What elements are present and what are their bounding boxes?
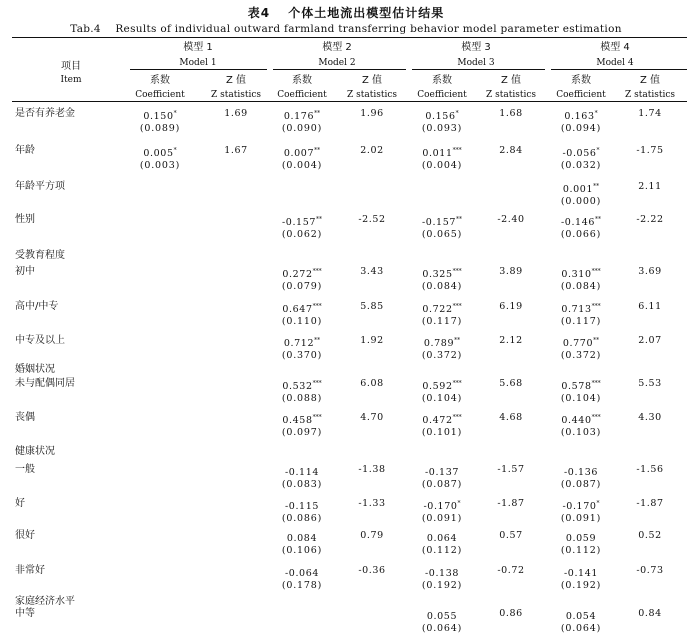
item-header-zh: 项目 <box>61 61 81 72</box>
coefficient-value: 0.532 <box>282 381 313 392</box>
coefficient-value: 0.440 <box>561 415 592 426</box>
z-statistic: -2.22 <box>636 214 664 225</box>
z-statistic: 0.79 <box>360 530 384 541</box>
row-label: 高中/中专 <box>15 301 59 312</box>
z-statistic: 2.12 <box>499 335 523 346</box>
significance-mark: *** <box>591 268 601 275</box>
standard-error: (0.088) <box>281 393 323 404</box>
significance-mark: ** <box>595 216 601 223</box>
coefficient-value: 0.007 <box>283 148 315 159</box>
z-header-en: Z statistics <box>486 90 536 100</box>
z-statistic: 1.68 <box>499 108 523 119</box>
significance-mark: ** <box>314 147 321 154</box>
standard-error: (0.117) <box>421 316 463 327</box>
row-label: 未与配偶同居 <box>15 378 75 389</box>
coefficient-value: -0.138 <box>424 568 459 579</box>
coefficient-value: 0.059 <box>565 533 597 544</box>
row-label: 婚姻状况 <box>15 364 55 375</box>
z-statistic: 0.86 <box>499 608 523 619</box>
row-label: 初中 <box>15 266 35 277</box>
z-statistic: 2.11 <box>638 181 662 192</box>
coefficient-value: -0.064 <box>284 568 319 579</box>
table-title-en: Tab.4 Results of individual outward farmland transferring behavior model parameter estimation <box>70 23 622 35</box>
standard-error: (0.084) <box>421 281 463 292</box>
z-header-en: Z statistics <box>347 90 397 100</box>
coefficient-value: -0.136 <box>563 467 598 478</box>
coefficient-value: 0.713 <box>561 304 592 315</box>
z-statistic: 4.68 <box>499 412 523 423</box>
significance-mark: ** <box>593 183 600 190</box>
z-statistic: 1.92 <box>360 335 384 346</box>
z-statistic: -1.57 <box>497 464 525 475</box>
model-header-zh: 模型 1 <box>183 42 213 53</box>
z-statistic: 5.68 <box>499 378 523 389</box>
row-label: 丧偶 <box>15 412 35 423</box>
z-header-zh: Z 值 <box>639 75 661 86</box>
z-statistic: -1.38 <box>358 464 386 475</box>
standard-error: (0.064) <box>560 623 602 634</box>
z-statistic: 5.85 <box>360 301 384 312</box>
coefficient-value: -0.056 <box>562 148 597 159</box>
standard-error: (0.104) <box>560 393 602 404</box>
z-statistic: -1.75 <box>636 145 664 156</box>
standard-error: (0.094) <box>560 123 602 134</box>
coefficient-value: 0.310 <box>561 269 592 280</box>
z-statistic: -2.52 <box>358 214 386 225</box>
coef-header-zh: 系数 <box>571 75 591 86</box>
standard-error: (0.066) <box>560 229 602 240</box>
model-header-en: Model 1 <box>179 58 217 68</box>
model-header-zh: 模型 3 <box>461 42 491 53</box>
z-statistic: 4.70 <box>360 412 384 423</box>
coefficient-value: 0.578 <box>561 381 592 392</box>
significance-mark: *** <box>312 414 322 421</box>
standard-error: (0.091) <box>421 513 463 524</box>
standard-error: (0.091) <box>560 513 602 524</box>
significance-mark: ** <box>314 110 321 117</box>
standard-error: (0.178) <box>281 580 323 591</box>
row-label: 年龄平方项 <box>15 181 65 192</box>
coef-header-en: Coefficient <box>417 90 467 100</box>
row-label: 受教育程度 <box>15 250 65 261</box>
significance-mark: * <box>457 500 461 507</box>
z-statistic: 3.43 <box>360 266 384 277</box>
coefficient-value: 0.163 <box>564 111 595 122</box>
z-header-en: Z statistics <box>211 90 261 100</box>
coefficient-value: 0.011 <box>422 148 453 159</box>
standard-error: (0.104) <box>421 393 463 404</box>
model-header-en: Model 4 <box>596 58 634 68</box>
coefficient-value: 0.055 <box>426 611 458 622</box>
z-statistic: 0.84 <box>638 608 662 619</box>
coefficient-value: 0.592 <box>422 381 453 392</box>
standard-error: (0.112) <box>560 545 602 556</box>
z-header-zh: Z 值 <box>225 75 247 86</box>
standard-error: (0.372) <box>560 350 602 361</box>
standard-error: (0.117) <box>560 316 602 327</box>
row-label: 家庭经济水平 <box>15 596 75 607</box>
z-statistic: -0.36 <box>358 565 386 576</box>
model-header-en: Model 3 <box>457 58 495 68</box>
row-label: 中专及以上 <box>15 335 65 346</box>
coefficient-value: 0.458 <box>282 415 313 426</box>
z-statistic: -0.72 <box>497 565 525 576</box>
z-header-en: Z statistics <box>625 90 675 100</box>
row-label: 性别 <box>15 214 35 225</box>
coefficient-value: -0.141 <box>563 568 598 579</box>
z-statistic: 1.67 <box>224 145 248 156</box>
z-statistic: 1.69 <box>224 108 248 119</box>
z-statistic: 1.96 <box>360 108 384 119</box>
significance-mark: ** <box>454 337 461 344</box>
significance-mark: *** <box>591 380 601 387</box>
significance-mark: * <box>594 110 598 117</box>
coefficient-value: 0.005 <box>143 148 174 159</box>
significance-mark: *** <box>312 380 322 387</box>
standard-error: (0.079) <box>281 281 323 292</box>
coefficient-value: 0.722 <box>422 304 453 315</box>
standard-error: (0.097) <box>281 427 323 438</box>
standard-error: (0.090) <box>281 123 323 134</box>
z-statistic: -0.73 <box>636 565 664 576</box>
significance-mark: ** <box>593 337 600 344</box>
z-statistic: 2.02 <box>360 145 384 156</box>
z-statistic: -1.87 <box>497 498 525 509</box>
coefficient-value: 0.789 <box>423 338 455 349</box>
standard-error: (0.192) <box>560 580 602 591</box>
standard-error: (0.062) <box>281 229 323 240</box>
standard-error: (0.064) <box>421 623 463 634</box>
z-statistic: 5.53 <box>638 378 662 389</box>
standard-error: (0.084) <box>560 281 602 292</box>
z-statistic: 6.19 <box>499 301 523 312</box>
row-label: 年龄 <box>15 145 35 156</box>
standard-error: (0.000) <box>560 196 602 207</box>
z-statistic: 3.69 <box>638 266 662 277</box>
coefficient-value: -0.157 <box>421 217 456 228</box>
z-statistic: 2.84 <box>499 145 523 156</box>
model-header-zh: 模型 2 <box>322 42 352 53</box>
standard-error: (0.370) <box>281 350 323 361</box>
z-statistic: 0.57 <box>499 530 523 541</box>
z-statistic: 3.89 <box>499 266 523 277</box>
standard-error: (0.093) <box>421 123 463 134</box>
z-statistic: -2.40 <box>497 214 525 225</box>
top-rule <box>12 37 687 38</box>
coefficient-value: 0.272 <box>282 269 313 280</box>
significance-mark: * <box>596 147 600 154</box>
model-underline <box>273 69 406 70</box>
coefficient-value: 0.064 <box>426 533 458 544</box>
coefficient-value: 0.054 <box>565 611 597 622</box>
coefficient-value: -0.170 <box>423 501 458 512</box>
significance-mark: * <box>455 110 459 117</box>
row-label: 一般 <box>15 464 35 475</box>
coefficient-value: 0.647 <box>282 304 313 315</box>
standard-error: (0.087) <box>560 479 602 490</box>
model-header-en: Model 2 <box>318 58 356 68</box>
coefficient-value: -0.170 <box>562 501 597 512</box>
row-label: 很好 <box>15 530 35 541</box>
row-label: 非常好 <box>15 565 45 576</box>
coefficient-value: 0.150 <box>143 111 174 122</box>
standard-error: (0.106) <box>281 545 323 556</box>
standard-error: (0.192) <box>421 580 463 591</box>
coef-header-en: Coefficient <box>556 90 606 100</box>
row-label: 健康状况 <box>15 446 55 457</box>
coefficient-value: 0.084 <box>286 533 318 544</box>
coefficient-value: 0.176 <box>283 111 315 122</box>
coef-header-en: Coefficient <box>135 90 185 100</box>
coefficient-value: 0.156 <box>425 111 456 122</box>
standard-error: (0.086) <box>281 513 323 524</box>
coefficient-value: 0.325 <box>422 269 453 280</box>
model-underline <box>130 69 267 70</box>
significance-mark: *** <box>452 268 462 275</box>
significance-mark: ** <box>456 216 462 223</box>
z-statistic: 1.74 <box>638 108 662 119</box>
standard-error: (0.003) <box>139 160 181 171</box>
standard-error: (0.089) <box>139 123 181 134</box>
significance-mark: *** <box>591 303 601 310</box>
significance-mark: *** <box>312 268 322 275</box>
significance-mark: ** <box>314 337 321 344</box>
coefficient-value: 0.001 <box>562 184 594 195</box>
coef-header-zh: 系数 <box>292 75 312 86</box>
standard-error: (0.372) <box>421 350 463 361</box>
standard-error: (0.032) <box>560 160 602 171</box>
standard-error: (0.112) <box>421 545 463 556</box>
standard-error: (0.110) <box>281 316 323 327</box>
row-label: 好 <box>15 498 25 509</box>
z-statistic: 2.07 <box>638 335 662 346</box>
coefficient-value: 0.770 <box>562 338 594 349</box>
significance-mark: *** <box>452 414 462 421</box>
z-statistic: 6.08 <box>360 378 384 389</box>
standard-error: (0.083) <box>281 479 323 490</box>
significance-mark: *** <box>452 380 462 387</box>
coefficient-value: -0.146 <box>560 217 595 228</box>
z-statistic: 6.11 <box>638 301 662 312</box>
model-header-zh: 模型 4 <box>600 42 630 53</box>
significance-mark: *** <box>452 303 462 310</box>
significance-mark: * <box>173 147 177 154</box>
z-statistic: -1.56 <box>636 464 664 475</box>
significance-mark: ** <box>316 216 322 223</box>
z-header-zh: Z 值 <box>361 75 383 86</box>
row-label: 是否有养老金 <box>15 108 75 119</box>
significance-mark: *** <box>312 303 322 310</box>
standard-error: (0.103) <box>560 427 602 438</box>
z-header-zh: Z 值 <box>500 75 522 86</box>
standard-error: (0.087) <box>421 479 463 490</box>
standard-error: (0.004) <box>421 160 463 171</box>
z-statistic: 4.30 <box>638 412 662 423</box>
coefficient-value: 0.712 <box>283 338 315 349</box>
significance-mark: * <box>173 110 177 117</box>
coefficient-value: -0.114 <box>284 467 319 478</box>
model-underline <box>551 69 687 70</box>
coef-header-zh: 系数 <box>432 75 452 86</box>
z-statistic: 0.52 <box>638 530 662 541</box>
row-label: 中等 <box>15 608 35 619</box>
model-underline <box>412 69 545 70</box>
significance-mark: *** <box>452 147 462 154</box>
header-rule <box>12 101 687 102</box>
standard-error: (0.004) <box>281 160 323 171</box>
standard-error: (0.101) <box>421 427 463 438</box>
z-statistic: -1.33 <box>358 498 386 509</box>
table-title-zh: 表4 个体土地流出模型估计结果 <box>247 6 445 20</box>
coef-header-zh: 系数 <box>150 75 170 86</box>
coefficient-value: 0.472 <box>422 415 453 426</box>
coef-header-en: Coefficient <box>277 90 327 100</box>
z-statistic: -1.87 <box>636 498 664 509</box>
significance-mark: *** <box>591 414 601 421</box>
item-header-en: Item <box>60 75 82 85</box>
coefficient-value: -0.157 <box>281 217 316 228</box>
coefficient-value: -0.137 <box>424 467 459 478</box>
standard-error: (0.065) <box>421 229 463 240</box>
significance-mark: * <box>596 500 600 507</box>
coefficient-value: -0.115 <box>284 501 319 512</box>
